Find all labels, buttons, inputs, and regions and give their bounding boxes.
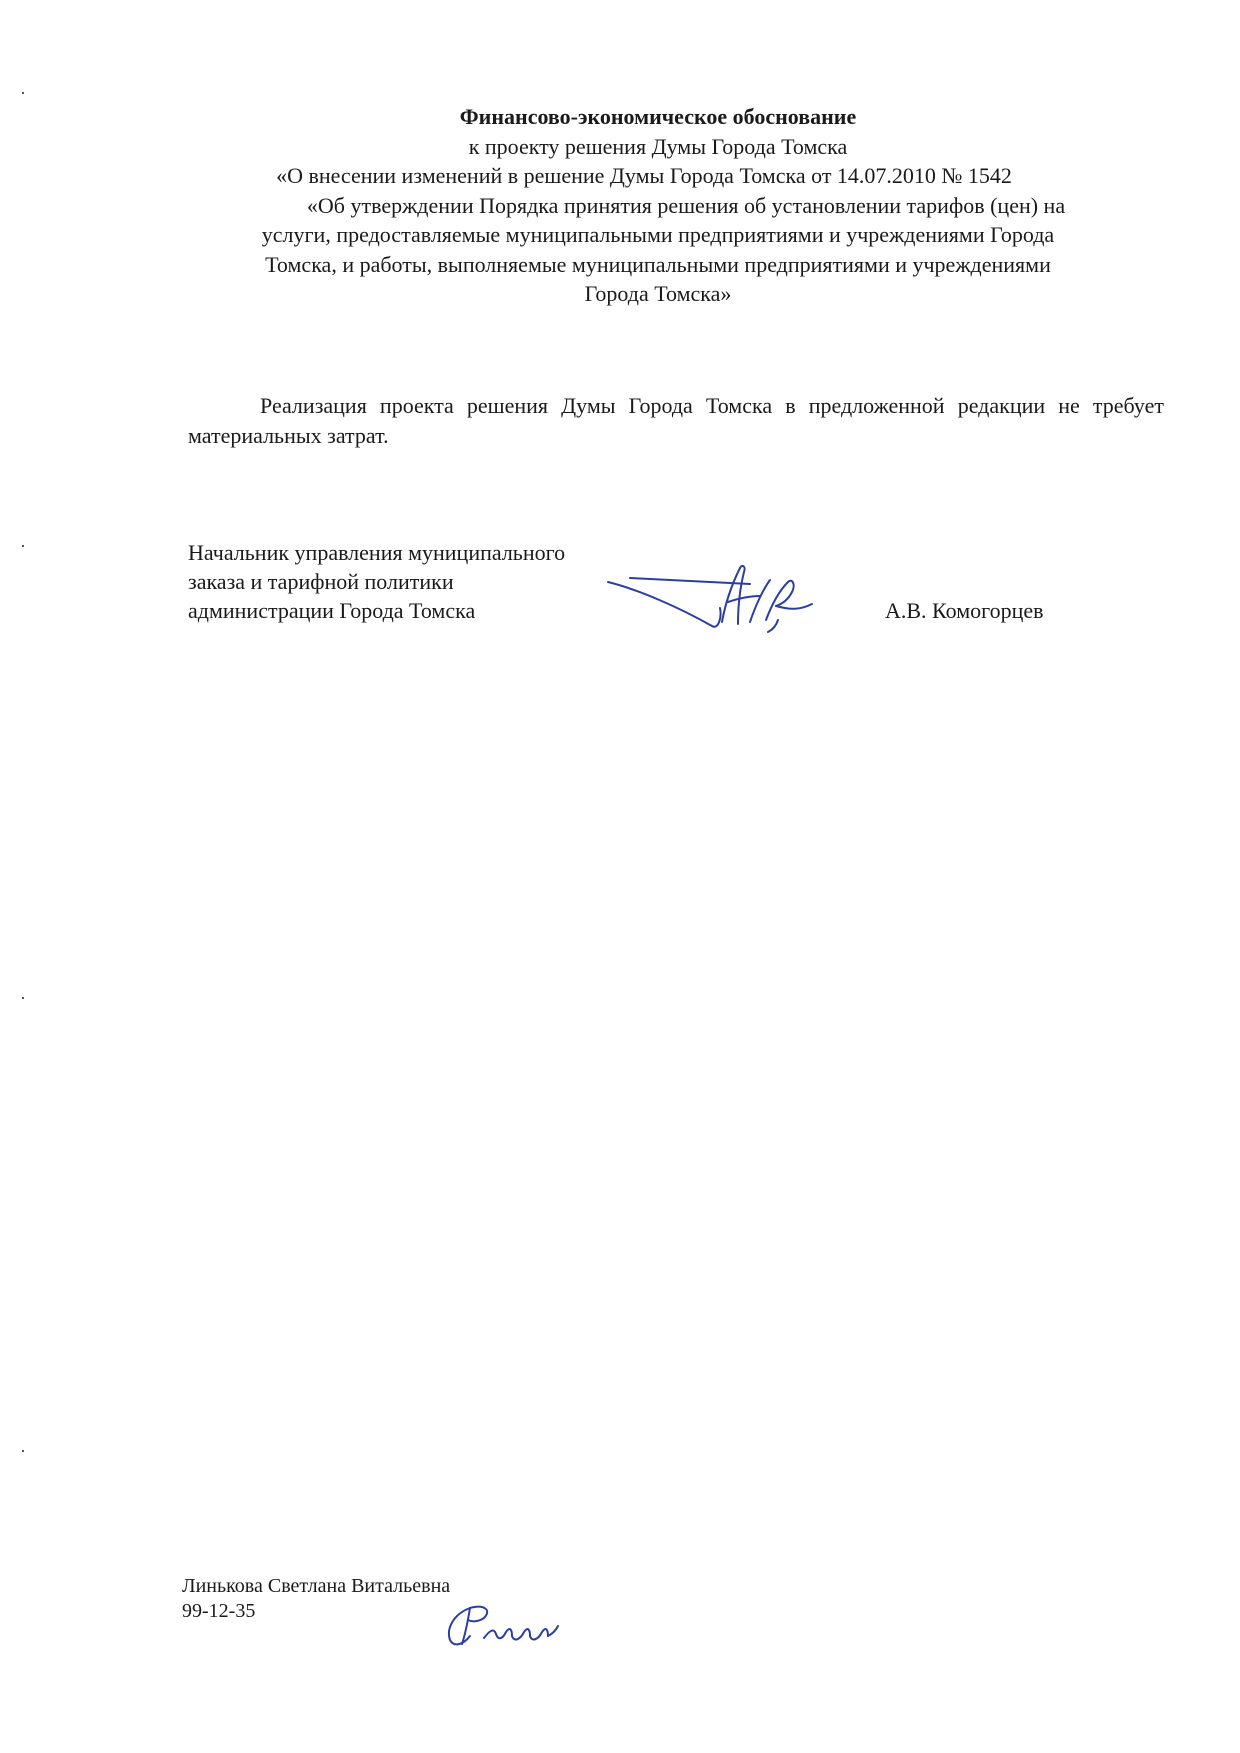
signer-position-line: Начальник управления муниципального (188, 540, 566, 565)
scan-artifact (22, 92, 24, 94)
signer-position (188, 538, 648, 625)
executor-phone: 99-12-35 (182, 1600, 256, 1622)
header-line: Города Томска» (584, 281, 732, 306)
signer-name: А.В. Комогорцев (885, 598, 1044, 623)
header-line: «Об утверждении Порядка принятия решения об установлении тарифов (цен) на (306, 192, 1066, 218)
header-line: к проекту решения Думы Города Томска (468, 133, 848, 159)
document-header (190, 102, 1126, 309)
initials-signature-image (440, 1600, 570, 1650)
executor-name: Линькова Светлана Витальевна (182, 1575, 451, 1597)
header-line: Томска, и работы, выполняемые муниципальными предприятиями и учреждениями (265, 251, 1051, 277)
executor-info (182, 1574, 450, 1624)
scan-artifact (22, 1450, 24, 1452)
body-paragraph: Реализация проекта решения Думы Города Томска в предложенной редакции не требует материальных затрат. (188, 393, 1164, 448)
scan-artifact (22, 997, 24, 999)
header-line: услуги, предоставляемые муниципальными предприятиями и учреждениями Города (261, 222, 1055, 247)
signature-image (600, 560, 840, 640)
header-line: «О внесении изменений в решение Думы Города Томска от 14.07.2010 № 1542 (276, 163, 1012, 188)
signer-position-line: администрации Города Томска (188, 598, 476, 623)
signer-position-line: заказа и тарифной политики (188, 569, 454, 594)
scan-artifact (22, 545, 24, 547)
document-title: Финансово-экономическое обоснование (459, 104, 857, 129)
